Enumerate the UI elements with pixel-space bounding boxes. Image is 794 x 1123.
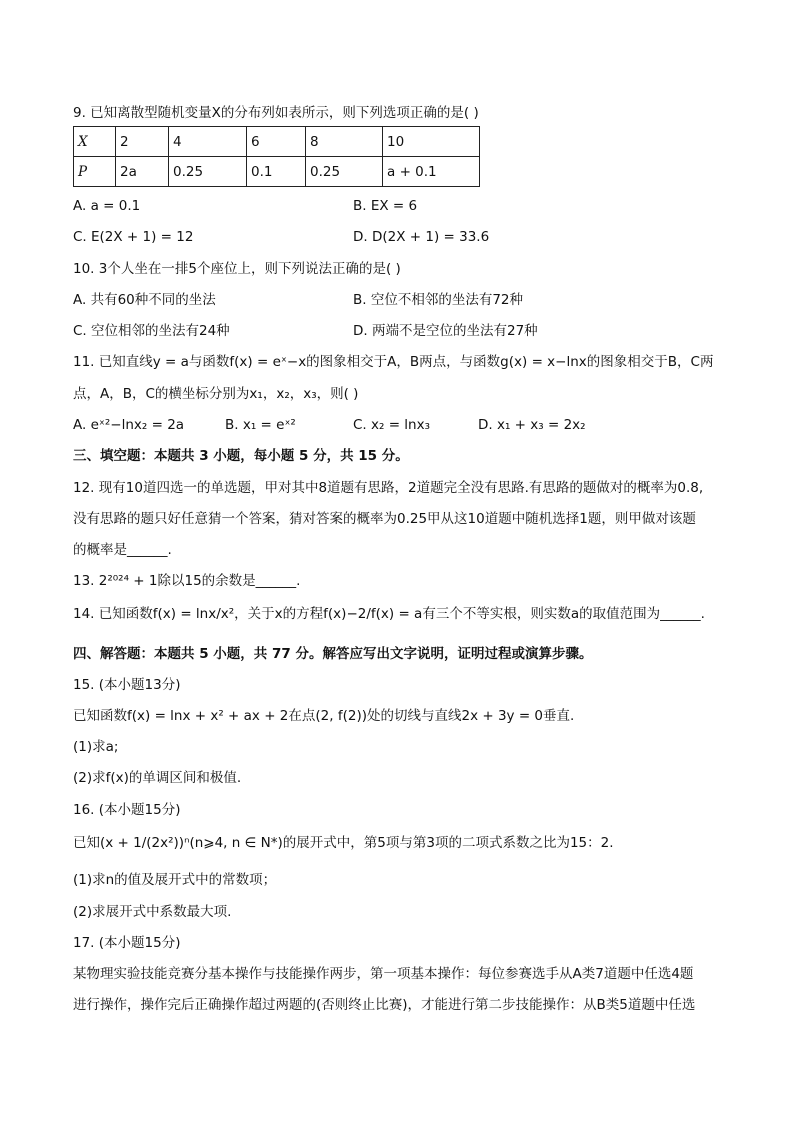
table-row (74, 127, 480, 157)
q16-part2: (2)求展开式中系数最大项. (73, 904, 232, 920)
q17-line2: 进行操作，操作完后正确操作超过两题的(否则终止比赛)，才能进行第二步技能操作：从B类5道题中任选 (73, 997, 696, 1013)
table-row (74, 157, 480, 187)
q9-stem: 9. 已知离散型随机变量X的分布列如表所示，则下列选项正确的是( ) (73, 105, 479, 121)
table-cell: 4 (169, 127, 247, 157)
table-cell: 6 (247, 127, 306, 157)
q12-line3: 的概率是______. (73, 542, 172, 558)
section-3-heading: 三、填空题：本题共 3 小题，每小题 5 分，共 15 分。 (73, 448, 409, 464)
q11-option-d: D. x₁ + x₃ = 2x₂ (478, 417, 586, 433)
q11-option-a: A. eˣ²−lnx₂ = 2a (73, 417, 185, 433)
table-cell: X (74, 127, 116, 157)
table-cell: a + 0.1 (383, 157, 480, 187)
q13: 13. 2²⁰²⁴ + 1除以15的余数是______. (73, 573, 301, 589)
table-cell: P (74, 157, 116, 187)
q10-option-a: A. 共有60种不同的坐法 (73, 292, 216, 308)
q11-option-c: C. x₂ = lnx₃ (353, 417, 431, 433)
q14: 14. 已知函数f(x) = lnx/x²，关于x的方程f(x)−2/f(x) = a有三个不等实根，则实数a的取值范围为______. (73, 606, 705, 622)
q17-header: 17. (本小题15分) (73, 935, 181, 951)
q9-option-d: D. D(2X + 1) = 33.6 (353, 229, 490, 245)
table-cell: 2a (116, 157, 169, 187)
q11-option-b: B. x₁ = eˣ² (225, 417, 296, 433)
table-cell: 10 (383, 127, 480, 157)
q10-stem: 10. 3个人坐在一排5个座位上，则下列说法正确的是( ) (73, 261, 401, 277)
q9-option-c: C. E(2X + 1) = 12 (73, 229, 194, 245)
q11-stem-line2: 点，A，B，C的横坐标分别为x₁，x₂，x₃，则( ) (73, 386, 359, 402)
q15-part1: (1)求a; (73, 739, 119, 755)
table-cell: 0.1 (247, 157, 306, 187)
q15-header: 15. (本小题13分) (73, 677, 181, 693)
table-cell: 2 (116, 127, 169, 157)
q9-option-a: A. a = 0.1 (73, 198, 141, 214)
q10-option-b: B. 空位不相邻的坐法有72种 (353, 292, 524, 308)
q16-stem: 已知(x + 1/(2x²))ⁿ(n⩾4, n ∈ N*)的展开式中，第5项与第3项的二项式系数之比为15：2. (73, 835, 614, 851)
q10-option-c: C. 空位相邻的坐法有24种 (73, 323, 230, 339)
q11-stem-line1: 11. 已知直线y = a与函数f(x) = eˣ−x的图象相交于A，B两点，与函数g(x) = x−lnx的图象相交于B，C两 (73, 354, 714, 370)
q10-option-d: D. 两端不是空位的坐法有27种 (353, 323, 538, 339)
q15-part2: (2)求f(x)的单调区间和极值. (73, 770, 242, 786)
q16-part1: (1)求n的值及展开式中的常数项； (73, 872, 277, 888)
section-4-heading: 四、解答题：本题共 5 小题，共 77 分。解答应写出文字说明，证明过程或演算步骤。 (73, 646, 593, 662)
q15-stem: 已知函数f(x) = lnx + x² + ax + 2在点(2, f(2))处的切线与直线2x + 3y = 0垂直. (73, 708, 575, 724)
table-cell: 8 (306, 127, 383, 157)
q12-line2: 没有思路的题只好任意猜一个答案，猜对答案的概率为0.25甲从这10道题中随机选择1题，则甲做对该题 (73, 511, 696, 527)
table-cell: 0.25 (169, 157, 247, 187)
q12-line1: 12. 现有10道四选一的单选题，甲对其中8道题有思路，2道题完全没有思路.有思路的题做对的概率为0.8, (73, 480, 704, 496)
q9-option-b: B. EX = 6 (353, 198, 418, 214)
table-cell: 0.25 (306, 157, 383, 187)
q16-header: 16. (本小题15分) (73, 802, 181, 818)
q17-line1: 某物理实验技能竞赛分基本操作与技能操作两步，第一项基本操作：每位参赛选手从A类7道题中任选4题 (73, 966, 694, 982)
distribution-table (73, 126, 480, 187)
